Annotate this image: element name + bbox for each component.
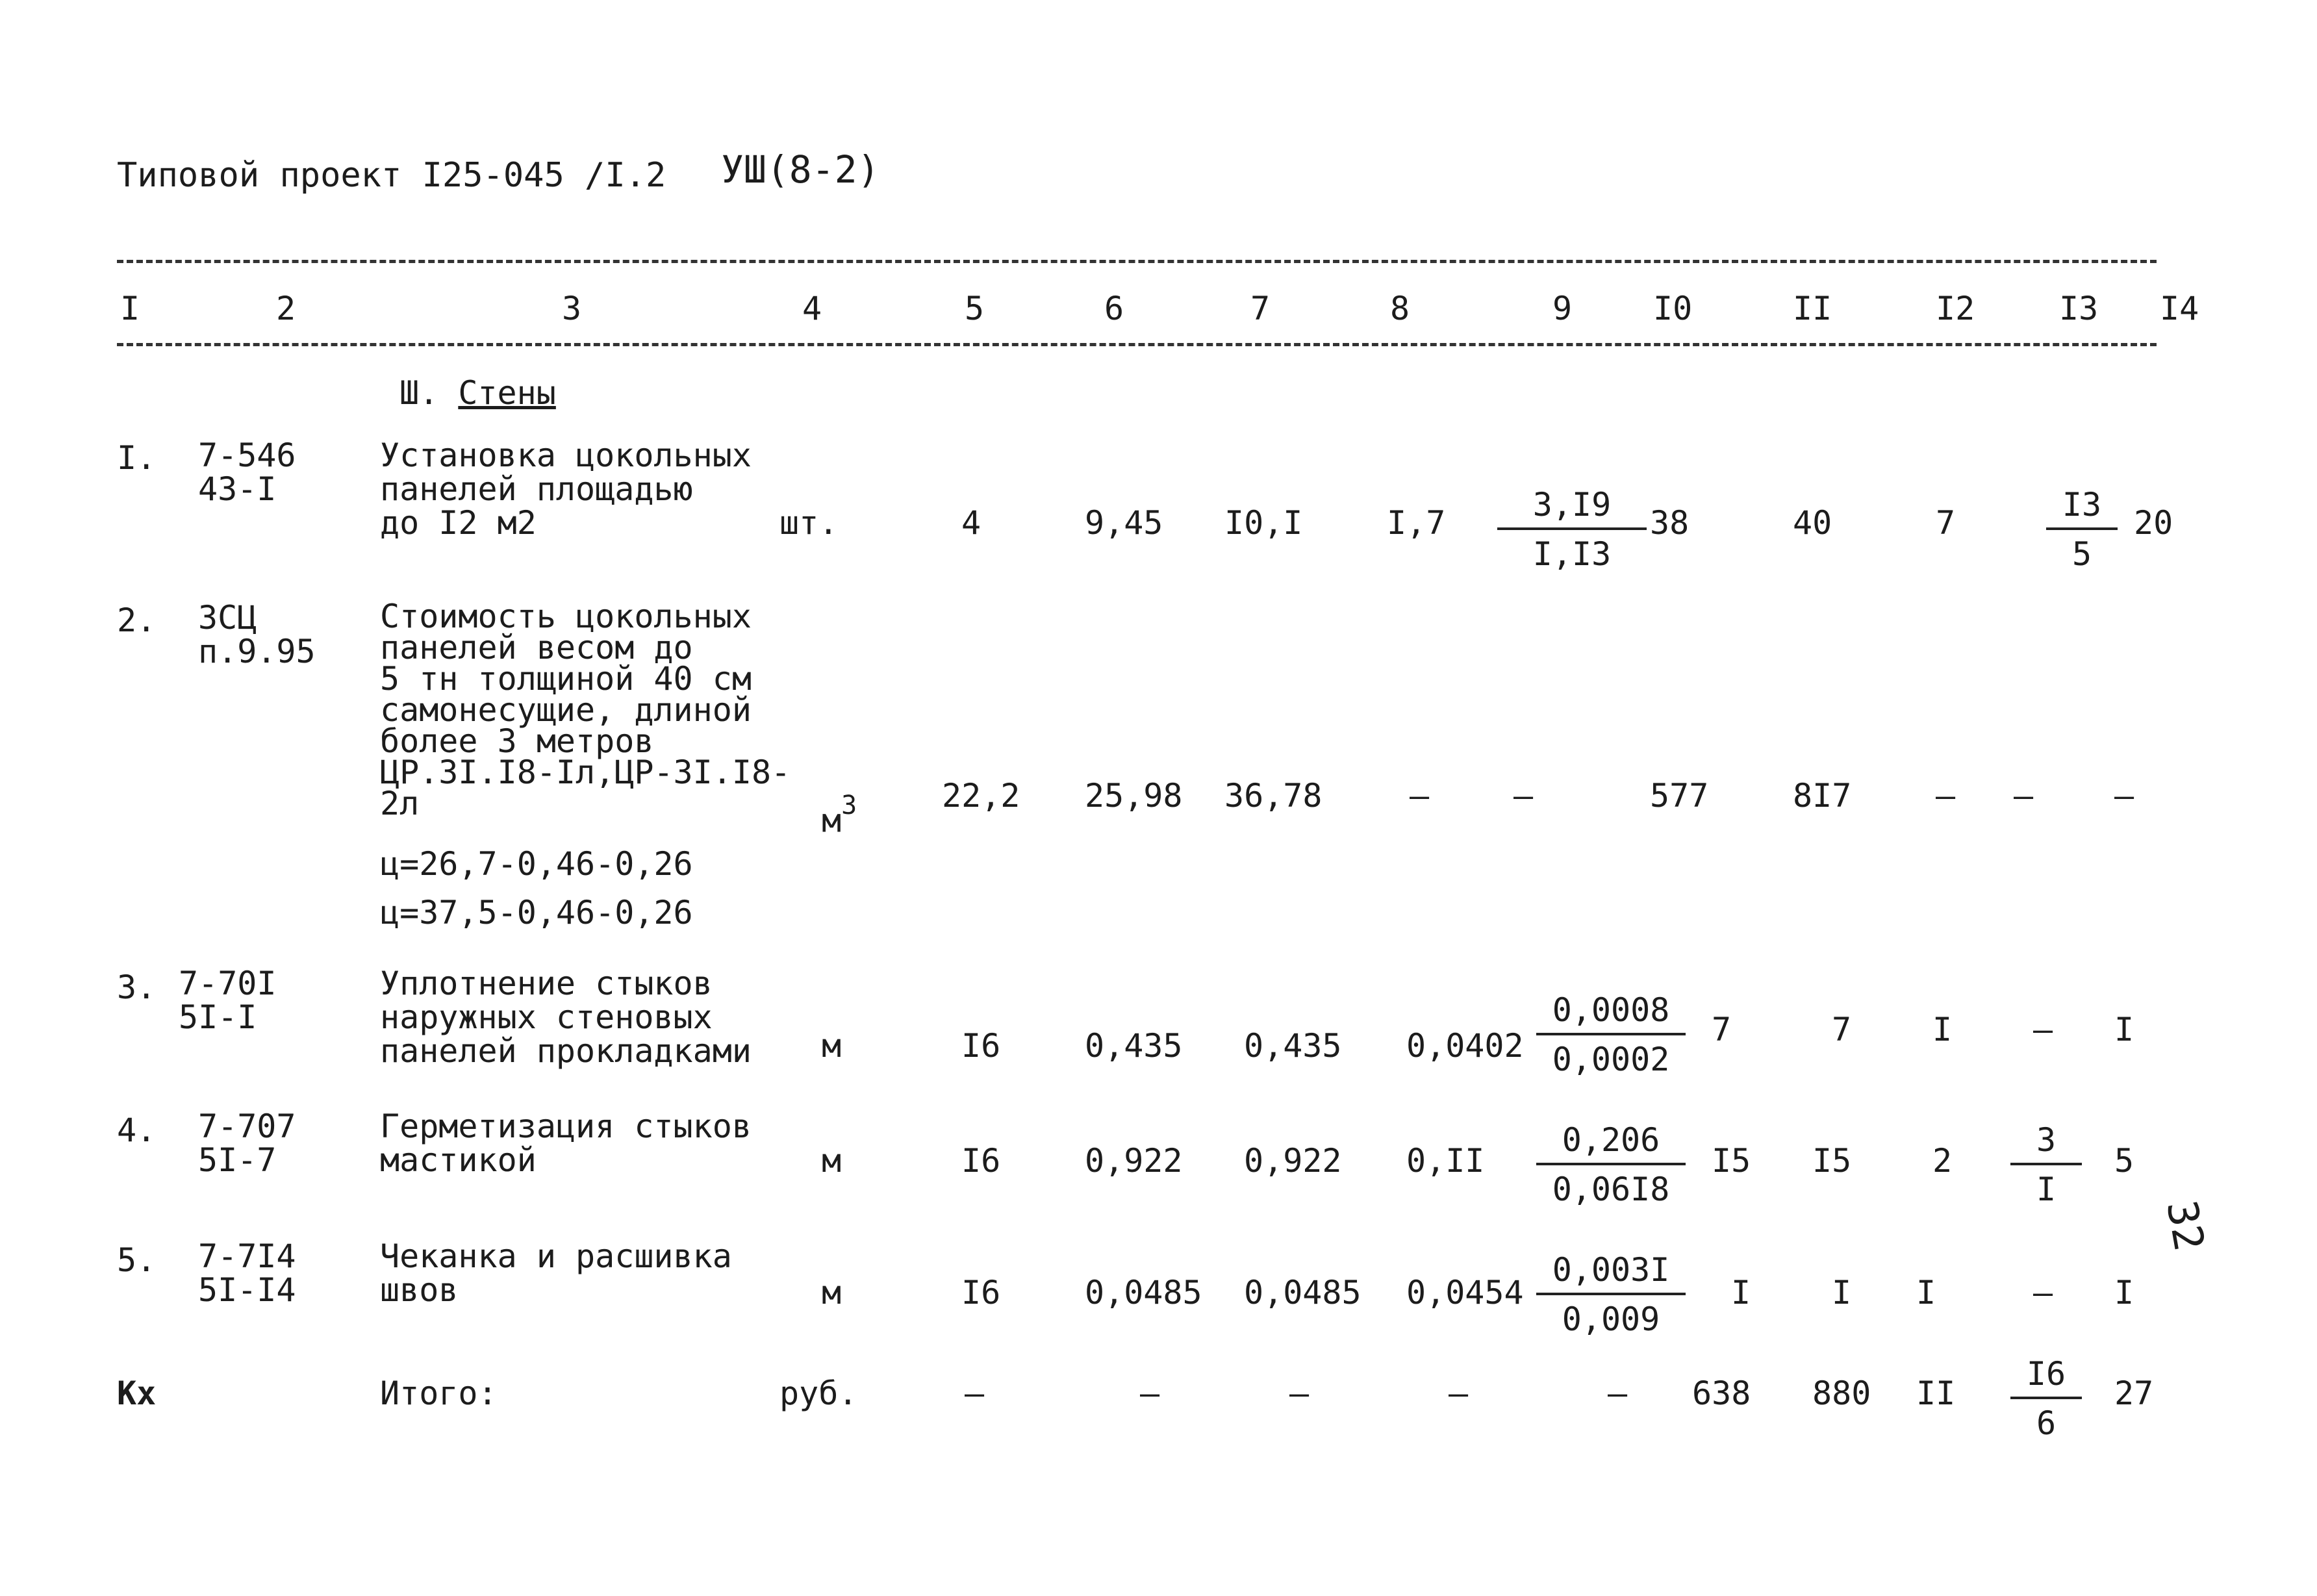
total-col13-fraction: $\frac{I6}{6}$: [2010, 1358, 2082, 1439]
row-col7: I0,I: [1224, 504, 1303, 542]
section-prefix: Ш.: [399, 374, 439, 412]
col-header-6: 6: [1104, 290, 1124, 327]
margin-page-mark: 32: [2157, 1197, 2213, 1255]
total-unit: руб.: [779, 1374, 858, 1412]
row-quantity: 22,2: [942, 777, 1020, 815]
row-col7: 0,0485: [1244, 1274, 1361, 1311]
row-code: ЗСЦ п.9.95: [198, 599, 316, 670]
col-header-9: 9: [1552, 290, 1573, 327]
total-col12: II: [1916, 1374, 1956, 1412]
col-header-13: I3: [2059, 290, 2099, 327]
col-header-4: 4: [802, 290, 822, 327]
row-col8: I,7: [1387, 504, 1446, 542]
total-col11: 880: [1812, 1374, 1871, 1412]
row-col13: –: [2033, 1011, 2053, 1048]
header-rule-bottom: [117, 343, 2157, 346]
row-col8: 0,0454: [1406, 1274, 1524, 1311]
row-col11: I: [1832, 1274, 1852, 1311]
total-col9: –: [1608, 1374, 1628, 1412]
row-col7: 36,78: [1224, 777, 1323, 815]
row-col14: I: [2114, 1011, 2134, 1048]
col-header-10: I0: [1653, 290, 1693, 327]
row-col12: 2: [1932, 1142, 1953, 1180]
row-col14: 20: [2134, 504, 2173, 542]
doc-title: Типовой проект I25-045 /I.2: [117, 156, 666, 195]
row-col9-fraction: $\frac{0,003I}{0,009}$: [1536, 1254, 1686, 1336]
row-unit: м: [822, 1274, 842, 1311]
row-col8: –: [1410, 777, 1430, 815]
row-number: 2.: [117, 602, 157, 639]
row-col11: I5: [1812, 1142, 1852, 1180]
row-quantity: I6: [961, 1142, 1001, 1180]
row-unit: м: [822, 1027, 842, 1065]
col-header-7: 7: [1250, 290, 1271, 327]
total-col10: 638: [1692, 1374, 1751, 1412]
row-col11: 8I7: [1793, 777, 1852, 815]
row-quantity: I6: [961, 1274, 1001, 1311]
row-col14: I: [2114, 1274, 2134, 1311]
row-col10: 7: [1712, 1011, 1732, 1048]
row-col6: 0,922: [1085, 1142, 1183, 1180]
row-quantity: I6: [961, 1027, 1001, 1065]
col-header-2: 2: [276, 290, 296, 327]
row-col7: 0,435: [1244, 1027, 1342, 1065]
row-col13: –: [2014, 777, 2034, 815]
row-description: Чеканка и расшивка швов: [380, 1237, 732, 1309]
total-col8: –: [1449, 1374, 1469, 1412]
total-col6: –: [1140, 1374, 1160, 1412]
row-col12: –: [1936, 777, 1956, 815]
row-formula-1: ц=26,7-0,46-0,26: [380, 845, 693, 883]
col-header-8: 8: [1390, 290, 1410, 327]
row-unit: м: [822, 1142, 842, 1180]
total-col7: –: [1289, 1374, 1310, 1412]
row-col13: –: [2033, 1274, 2053, 1311]
row-col11: 40: [1793, 504, 1832, 542]
total-col5: –: [965, 1374, 985, 1412]
row-col14: 5: [2114, 1142, 2134, 1180]
row-col6: 9,45: [1085, 504, 1163, 542]
col-header-11: II: [1793, 290, 1832, 327]
sheet-code: УШ(8-2): [721, 147, 880, 192]
row-col7: 0,922: [1244, 1142, 1342, 1180]
row-unit-superscript: 3: [841, 791, 857, 820]
row-code: 7-7I4 5I-I4: [198, 1237, 296, 1309]
col-header-5: 5: [965, 290, 985, 327]
row-code: 7-546 43-I: [198, 437, 296, 508]
row-col9-fraction: $\frac{0,206}{0,06I8}$: [1536, 1124, 1686, 1206]
row-code: 7-70I 5I-I: [179, 965, 277, 1036]
col-header-3: 3: [562, 290, 582, 327]
section-heading: [399, 374, 556, 412]
row-col13-fraction: $\frac{3}{I}$: [2010, 1124, 2082, 1206]
row-col14: –: [2114, 777, 2134, 815]
row-col9: –: [1513, 777, 1534, 815]
row-number: 4.: [117, 1111, 157, 1149]
row-col6: 0,435: [1085, 1027, 1183, 1065]
row-col8: 0,0402: [1406, 1027, 1524, 1065]
row-formula-2: ц=37,5-0,46-0,26: [380, 894, 693, 931]
total-marker: Кх: [117, 1374, 157, 1412]
row-col8: 0,II: [1406, 1142, 1485, 1180]
section-name: Стены: [458, 374, 556, 412]
row-description: Уплотнение стыков наружных стеновых панелей прокладками: [380, 965, 752, 1070]
row-col11: 7: [1832, 1011, 1852, 1048]
row-code: 7-707 5I-7: [198, 1108, 296, 1179]
row-col9-fraction: $\frac{3,I9}{I,I3}$: [1497, 488, 1647, 570]
row-number: I.: [117, 439, 157, 477]
row-col6: 25,98: [1085, 777, 1183, 815]
row-number: 5.: [117, 1241, 157, 1279]
row-col10: I: [1731, 1274, 1751, 1311]
row-col13-fraction: $\frac{I3}{5}$: [2046, 488, 2118, 570]
total-col14: 27: [2114, 1374, 2154, 1412]
row-col10: 577: [1650, 777, 1709, 815]
row-col12: I: [1916, 1274, 1936, 1311]
row-col10: I5: [1712, 1142, 1751, 1180]
row-col10: 38: [1650, 504, 1690, 542]
row-col12: 7: [1936, 504, 1956, 542]
row-description: Установка цокольных панелей площадью до I2 м2: [380, 437, 752, 542]
row-description: Стоимость цокольных панелей весом до 5 тн толщиной 40 см самонесущие, длиной более 3 метров ЦР.3I.I8-Iл,ЦР-3I.I8- 2л: [380, 598, 791, 822]
row-number: 3.: [117, 969, 157, 1006]
row-col12: I: [1932, 1011, 1953, 1048]
col-header-14: I4: [2160, 290, 2199, 327]
row-description: Герметизация стыков мастикой: [380, 1108, 752, 1179]
row-col9-fraction: $\frac{0,0008}{0,0002}$: [1536, 994, 1686, 1076]
row-col6: 0,0485: [1085, 1274, 1202, 1311]
row-quantity: 4: [961, 504, 981, 542]
row-unit: $м^3$: [822, 791, 857, 840]
col-header-12: I2: [1936, 290, 1975, 327]
row-unit: шт.: [779, 504, 839, 542]
col-header-1: I: [120, 290, 140, 327]
total-label: Итого:: [380, 1374, 498, 1412]
header-rule-top: [117, 260, 2157, 263]
